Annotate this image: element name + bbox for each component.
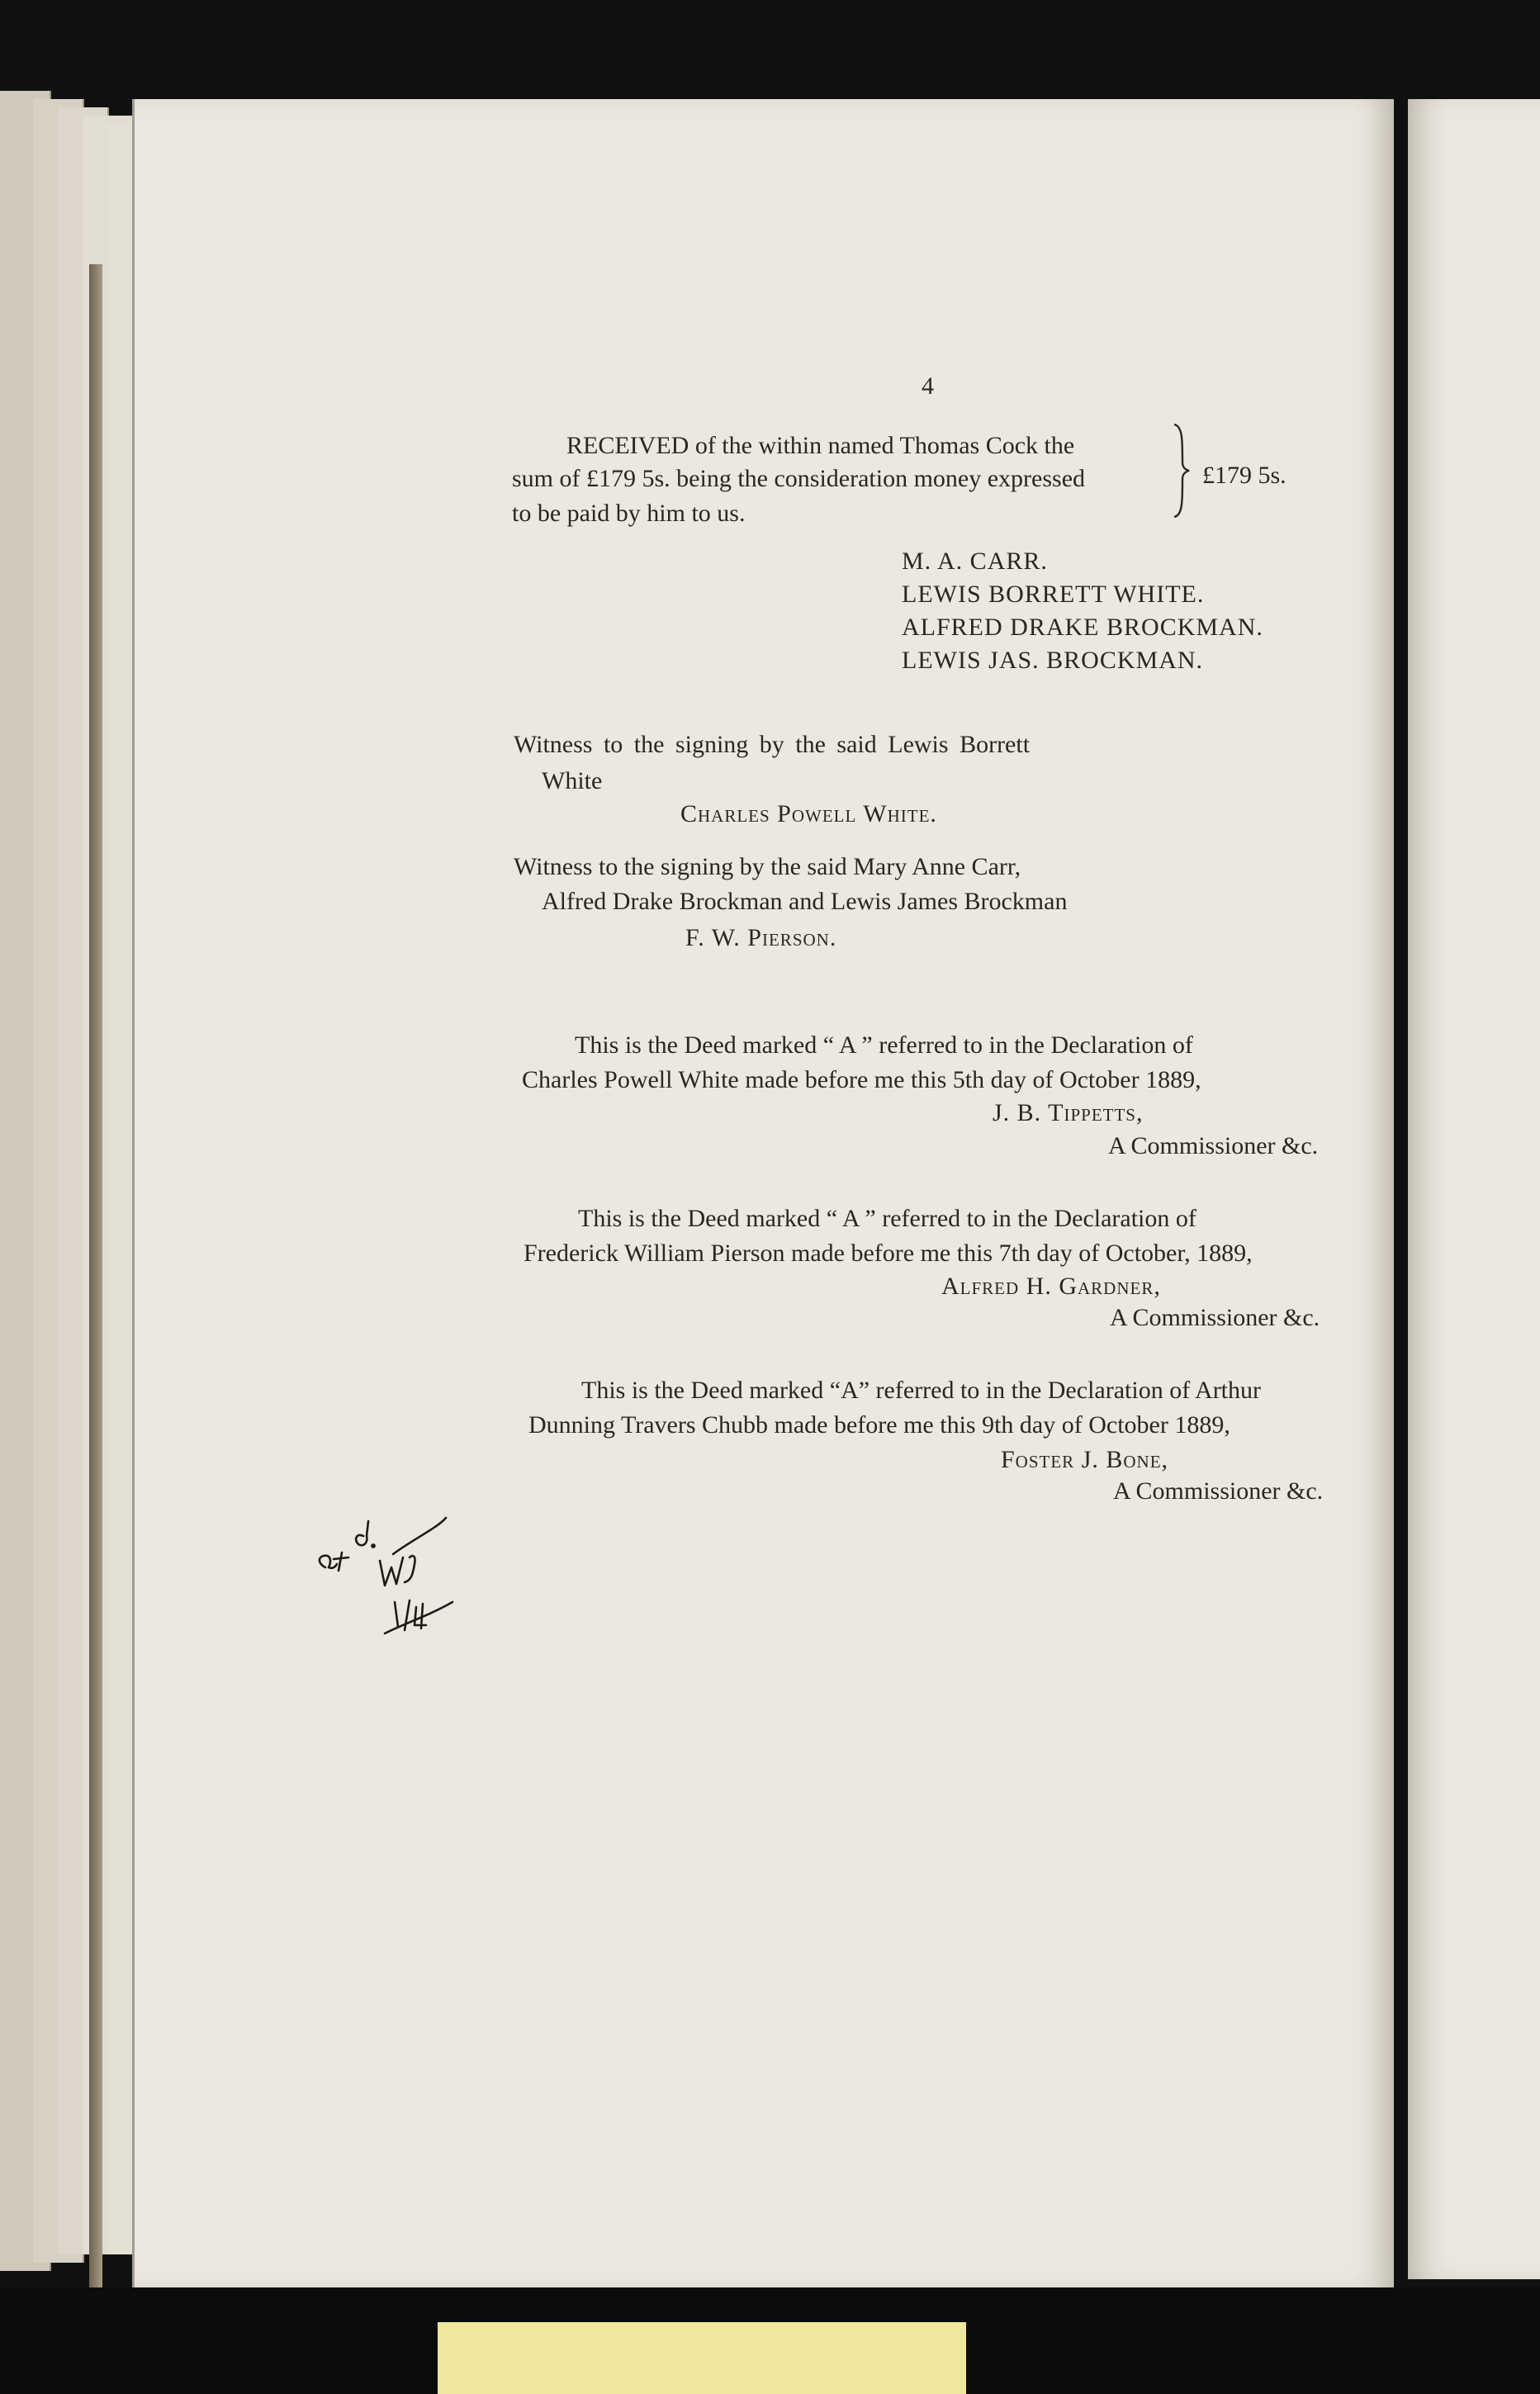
declaration-2-line-1: This is the Deed marked “ A ” referred to in the Declaration of (578, 1205, 1196, 1232)
brace-icon (1173, 423, 1191, 519)
declaration-1-line-1: This is the Deed marked “ A ” referred to in the Declaration of (575, 1031, 1193, 1059)
document-page (132, 99, 1394, 2287)
declaration-3-title: A Commissioner &c. (1113, 1477, 1324, 1505)
declaration-3-line-1: This is the Deed marked “A” referred to in the Declaration of Arthur (581, 1377, 1262, 1404)
witness-1-name: Charles Powell White. (680, 800, 937, 827)
declaration-1-signer: J. B. Tippetts, (993, 1099, 1144, 1126)
witness-1-line-2: White (542, 767, 603, 794)
binding-shadow (89, 264, 102, 2312)
witness-2-line-1: Witness to the signing by the said Mary Anne Carr, (514, 853, 1021, 880)
declaration-3-signer: Foster J. Bone, (1001, 1446, 1169, 1473)
paper-tab (438, 2322, 966, 2394)
declaration-2-title: A Commissioner &c. (1110, 1304, 1320, 1331)
receipt-amount: £179 5s. (1202, 462, 1286, 489)
receipt-line-3: to be paid by him to us. (512, 500, 746, 527)
receipt-line-2: sum of £179 5s. being the consideration money expressed (512, 465, 1086, 492)
handwritten-annotation (314, 1478, 479, 1643)
witness-1-line-1: Witness to the signing by the said Lewis Borrett (514, 731, 1031, 758)
declaration-2-signer: Alfred H. Gardner, (941, 1273, 1161, 1300)
declaration-1-title: A Commissioner &c. (1108, 1132, 1319, 1159)
signatory-1: M. A. CARR. (902, 548, 1048, 575)
declaration-1-line-2: Charles Powell White made before me this 5th day of October 1889, (522, 1066, 1201, 1093)
page-number: 4 (922, 372, 934, 400)
witness-2-name: F. W. Pierson. (685, 924, 837, 951)
declaration-3-line-2: Dunning Travers Chubb made before me this 9th day of October 1889, (528, 1411, 1230, 1439)
signatory-4: LEWIS JAS. BROCKMAN. (902, 647, 1204, 674)
facing-page (1408, 99, 1540, 2279)
witness-2-line-2: Alfred Drake Brockman and Lewis James Brockman (542, 888, 1068, 915)
signatory-2: LEWIS BORRETT WHITE. (902, 581, 1205, 608)
declaration-2-line-2: Frederick William Pierson made before me this 7th day of October, 1889, (524, 1240, 1253, 1267)
receipt-line-1: RECEIVED of the within named Thomas Cock the (566, 432, 1075, 459)
signatory-3: ALFRED DRAKE BROCKMAN. (902, 614, 1263, 641)
